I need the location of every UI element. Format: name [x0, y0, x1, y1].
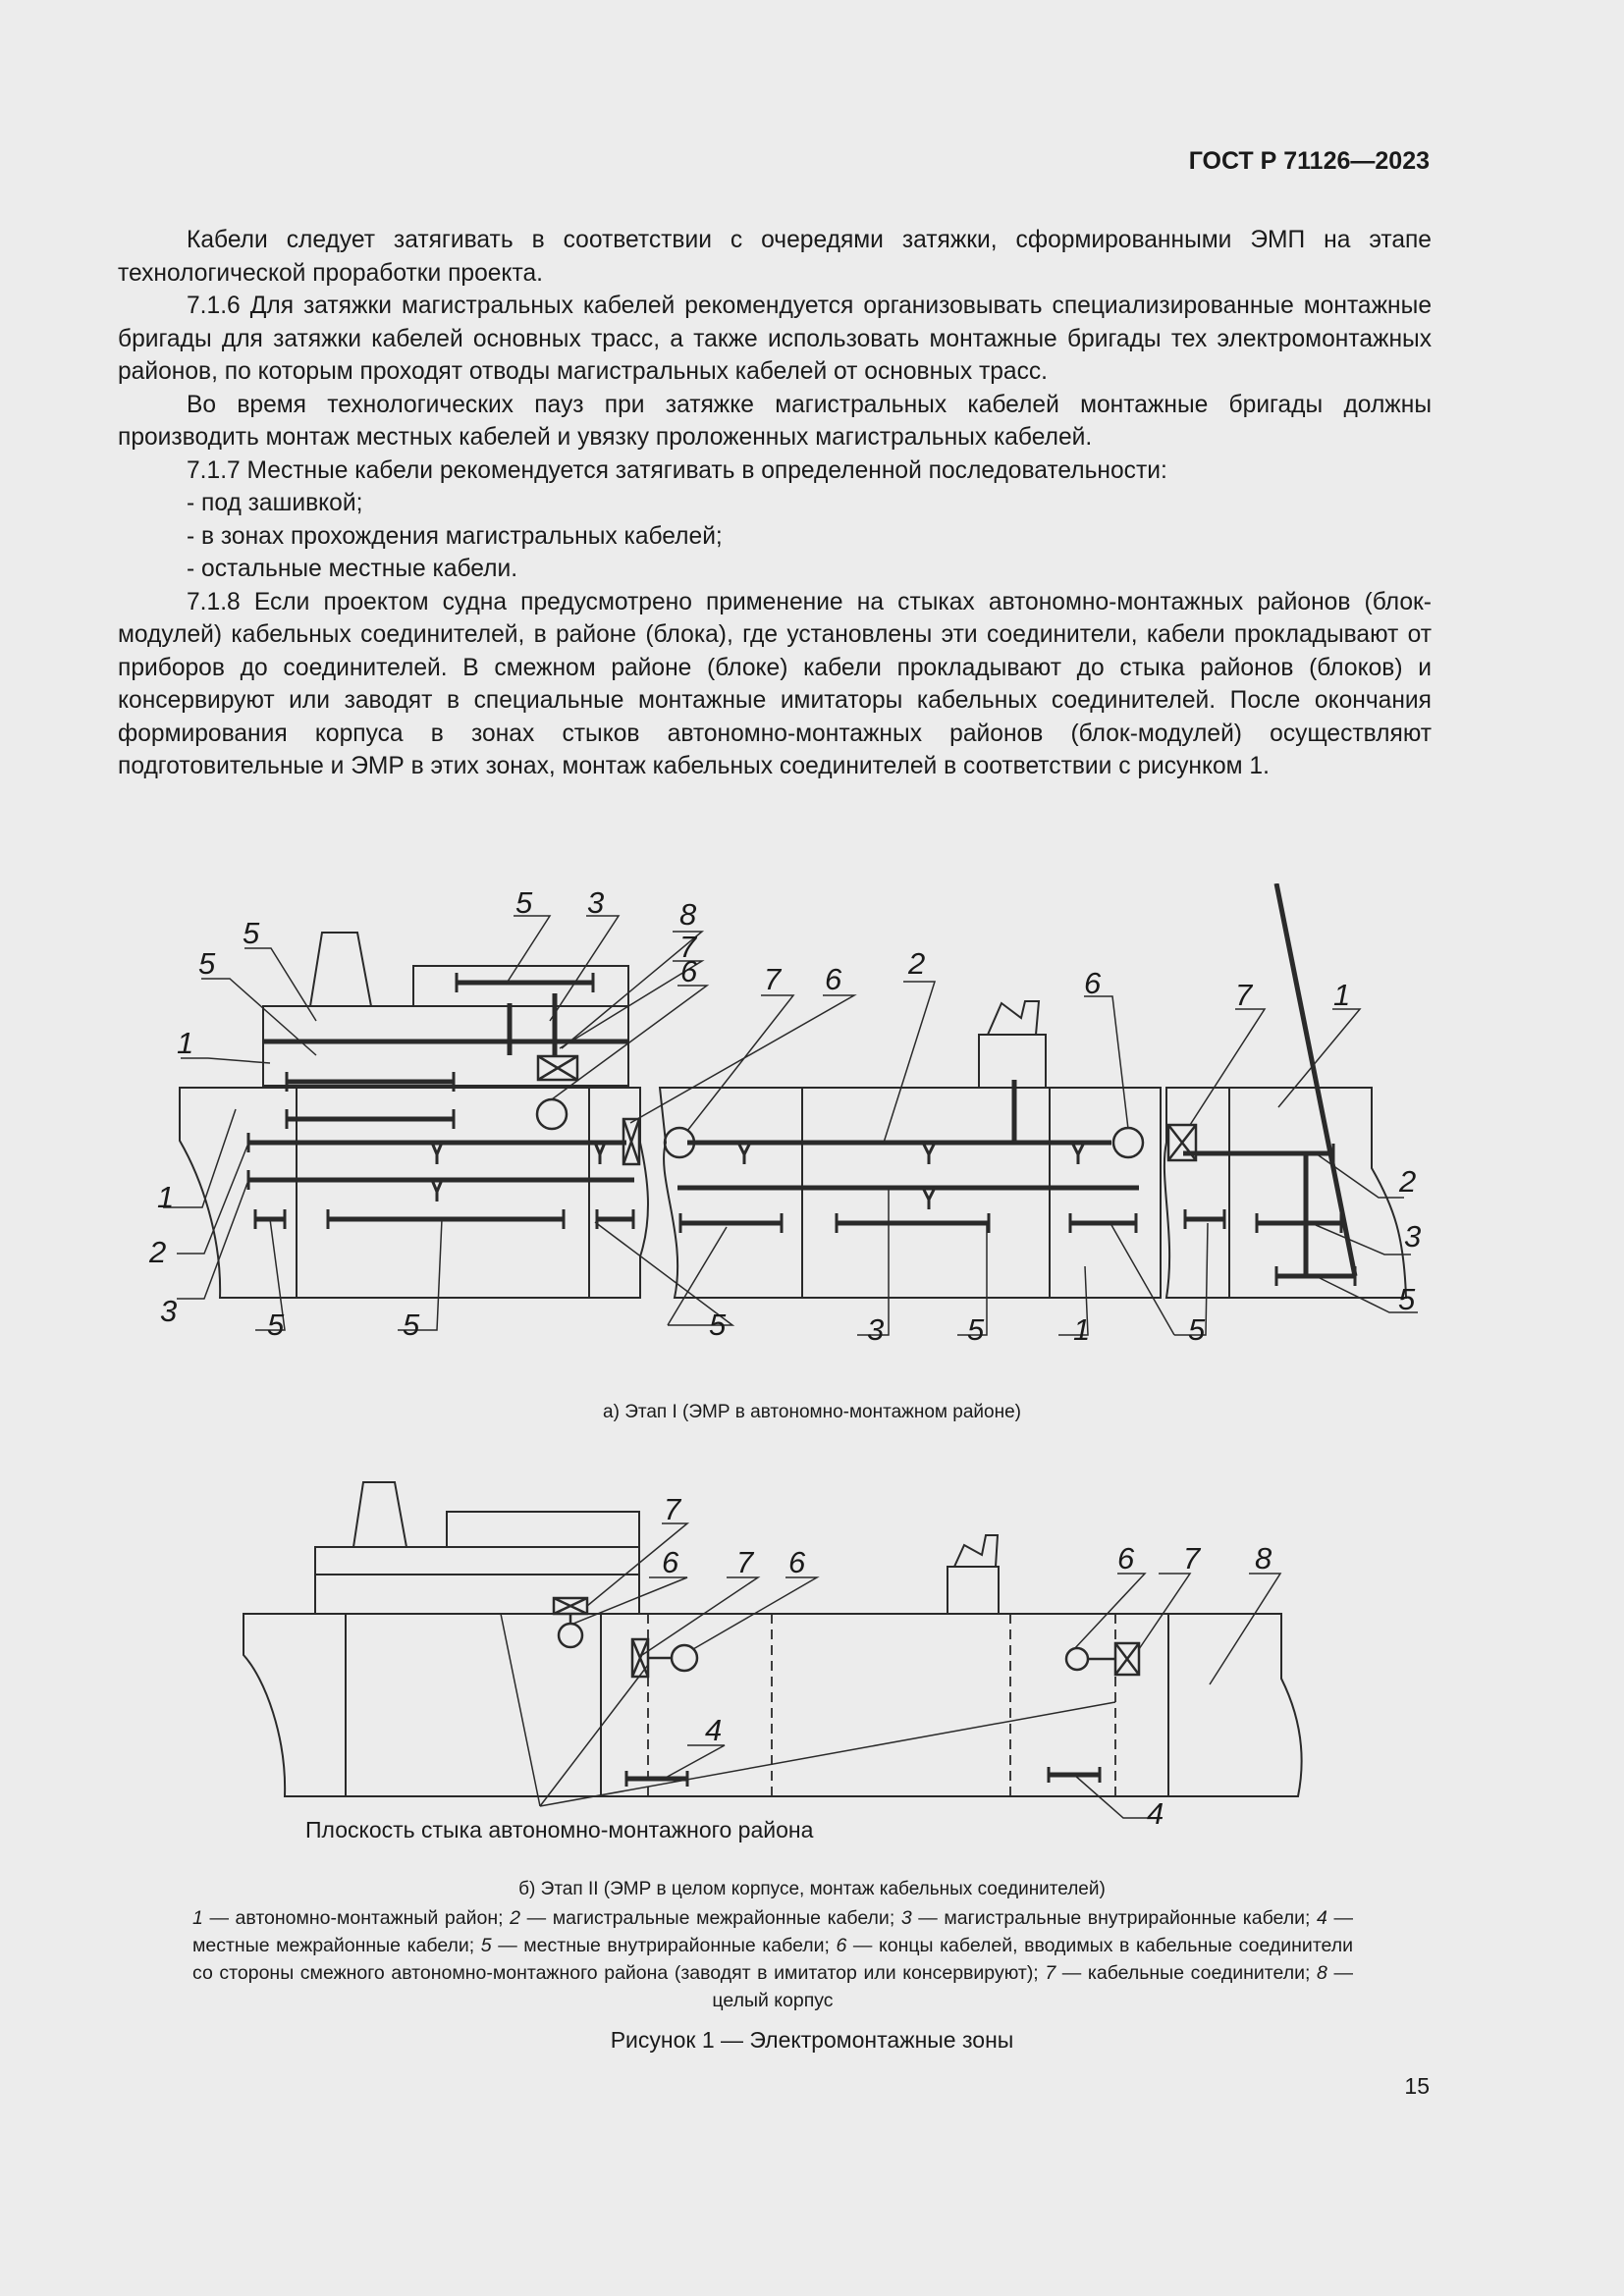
plane-leader: [501, 1614, 540, 1806]
list-item: - в зонах прохождения магистральных кабелей;: [187, 522, 723, 550]
cable-end-6: [559, 1624, 582, 1647]
label: 1: [157, 1180, 175, 1214]
label: 4: [1147, 1796, 1164, 1831]
mast: [988, 1001, 1039, 1035]
label: 3: [867, 1312, 885, 1347]
leader: [1316, 1153, 1404, 1198]
label: 1: [1333, 978, 1351, 1012]
legend-text: — местные межрайонные кабели;: [192, 1907, 1353, 1956]
leader: [573, 1577, 687, 1624]
list-item: - под зашивкой;: [187, 490, 363, 516]
standard-number: ГОСТ Р 71126—2023: [1188, 147, 1430, 175]
label: 1: [177, 1026, 194, 1060]
legend-text: — целый корпус: [712, 1962, 1353, 2011]
stage2-diagram: [0, 1463, 1624, 1855]
leader: [1190, 1009, 1265, 1125]
y-junctions: [432, 1143, 1084, 1209]
label: 2: [908, 946, 926, 981]
leader: [550, 916, 619, 1021]
legend-number: 4: [1317, 1907, 1327, 1929]
plane-leader: [540, 1702, 1115, 1806]
leader: [630, 995, 854, 1123]
label: 7: [1183, 1541, 1201, 1575]
superstructure-lower: [263, 1006, 628, 1086]
leader: [1084, 996, 1128, 1129]
local-cable-5: [1276, 883, 1355, 1276]
label: 5: [1188, 1312, 1206, 1347]
label: 5: [967, 1312, 985, 1347]
label: 7: [679, 930, 697, 964]
leader: [1111, 1225, 1174, 1335]
legend-text: — местные внутрирайонные кабели;: [491, 1935, 837, 1956]
deckhouse: [947, 1567, 999, 1614]
legend-number: 5: [480, 1935, 492, 1956]
paragraph: 7.1.7 Местные кабели рекомендуется затягивать в определенной последовательности:: [187, 456, 1167, 484]
cable-end-caps: [626, 1767, 1100, 1787]
cable-end-6: [537, 1099, 567, 1129]
label: 5: [198, 946, 216, 981]
stage2-caption: б) Этап II (ЭМР в целом корпусе, монтаж кабельных соединителей): [518, 1879, 1106, 1899]
joint-plane-label: Плоскость стыка автономно-монтажного района: [305, 1817, 814, 1842]
label: 6: [825, 962, 842, 996]
stage1-diagram: [0, 883, 1624, 1355]
figure-stage2: [0, 1463, 1624, 1855]
cable-end-6: [1066, 1648, 1088, 1670]
label: 2: [149, 1235, 167, 1269]
label: 7: [1235, 978, 1253, 1012]
deckhouse: [979, 1035, 1046, 1088]
label: 7: [664, 1492, 681, 1526]
label: 2: [1399, 1164, 1417, 1199]
legend-text: — кабельные соединители;: [1056, 1962, 1318, 1984]
label: 4: [705, 1713, 723, 1747]
page-number: 15: [1404, 2073, 1430, 2099]
label: 6: [662, 1545, 679, 1579]
leader: [1074, 1574, 1145, 1649]
label: 6: [1084, 966, 1102, 1000]
connector-7-cross: [632, 1639, 648, 1677]
leader: [884, 982, 935, 1143]
legend-number: 7: [1045, 1962, 1056, 1984]
label: 3: [1404, 1219, 1422, 1254]
mast: [954, 1535, 998, 1567]
label: 5: [709, 1308, 727, 1342]
leader: [664, 1745, 725, 1779]
label: 5: [1398, 1282, 1416, 1316]
label: 5: [515, 885, 533, 920]
label: 5: [243, 916, 260, 950]
legend-text: — магистральные внутрирайонные кабели;: [911, 1907, 1318, 1929]
legend-text: — концы кабелей, вводимых в кабельные соединители со стороны смежного автономно-монтажного района (заводят в имитатор или консервируют);: [192, 1935, 1353, 1984]
label: 8: [679, 897, 697, 932]
label: 3: [587, 885, 605, 920]
cable-end-6: [1113, 1128, 1143, 1157]
funnel: [353, 1482, 406, 1547]
label: 3: [160, 1294, 178, 1328]
body-text: [118, 224, 1432, 783]
label: 6: [788, 1545, 806, 1579]
connector-7-cross: [554, 1598, 587, 1614]
funnel: [310, 933, 371, 1006]
paragraph: Во время технологических пауз при затяжке магистральных кабелей монтажные бригады должны производить монтаж местных кабелей и увязку проложенных магистральных кабелей.: [118, 391, 1432, 451]
plane-leader: [540, 1665, 648, 1806]
leader: [687, 995, 793, 1131]
leader: [1316, 1225, 1411, 1255]
label: 7: [764, 962, 782, 996]
label: 5: [267, 1308, 285, 1342]
hull: [244, 1614, 1302, 1796]
leader: [244, 948, 316, 1021]
superstructure-upper: [447, 1512, 639, 1547]
legend-number: 8: [1317, 1962, 1327, 1984]
label: 6: [1117, 1541, 1135, 1575]
leader: [177, 1146, 247, 1254]
figure-legend: [192, 1904, 1353, 2014]
list-item: - остальные местные кабели.: [187, 556, 518, 582]
label: 8: [1255, 1541, 1272, 1575]
leader: [506, 916, 550, 985]
leader: [181, 1058, 270, 1063]
legend-number: 1: [192, 1907, 203, 1929]
leader: [1139, 1574, 1190, 1649]
superstructure-upper: [413, 966, 628, 1006]
block-3-hull: [1164, 1088, 1406, 1298]
label: 7: [736, 1545, 754, 1579]
paragraph: 7.1.6 Для затяжки магистральных кабелей рекомендуется организовывать специализированные монтажные бригады для затяжки кабелей основных трасс, а также использовать монтажные бригады тех электромонтажных районов, по которым проходят отводы магистральных кабелей от основных трасс.: [118, 293, 1432, 385]
label: 6: [680, 954, 698, 988]
label: 5: [403, 1308, 420, 1342]
figure-title: Рисунок 1 — Электромонтажные зоны: [610, 2027, 1014, 2053]
label: 1: [1073, 1312, 1091, 1347]
legend-text: — автономно-монтажный район;: [202, 1907, 511, 1929]
leader: [177, 1183, 247, 1299]
paragraph: 7.1.8 Если проектом судна предусмотрено применение на стыках автономно-монтажных районов (блок-модулей) кабельных соединителей, в районе (блока), где установлены эти соединители, кабели прокладывают от приборов до соединителей. В смежном районе (блоке) кабели прокладывают до стыка районов (блоков) и консервируют или заводят в специальные монтажные имитаторы кабельных соединителей. После окончания формирования корпуса в зонах стыков автономно-монтажных районов (блок-модулей) осуществляют подготовительные и ЭМР в этих зонах, монтаж кабельных соединителей в соответствии с рисунком 1.: [118, 588, 1432, 779]
leader: [1210, 1574, 1280, 1684]
connector-7-cross: [1115, 1643, 1139, 1675]
figure-stage1: [0, 883, 1624, 1355]
connector-7-cross: [538, 1056, 577, 1080]
connector-7-cross: [1168, 1125, 1196, 1160]
block-2-hull: [660, 1088, 1161, 1298]
legend-number: 2: [510, 1907, 520, 1929]
legend-number: 3: [900, 1907, 912, 1929]
legend-text: — магистральные межрайонные кабели;: [520, 1907, 901, 1929]
stage1-caption: а) Этап I (ЭМР в автономно-монтажном районе): [603, 1402, 1021, 1422]
paragraph: Кабели следует затягивать в соответствии с очередями затяжки, сформированными ЭМП на этапе технологической проработки проекта.: [118, 227, 1432, 287]
legend-number: 6: [836, 1935, 847, 1956]
